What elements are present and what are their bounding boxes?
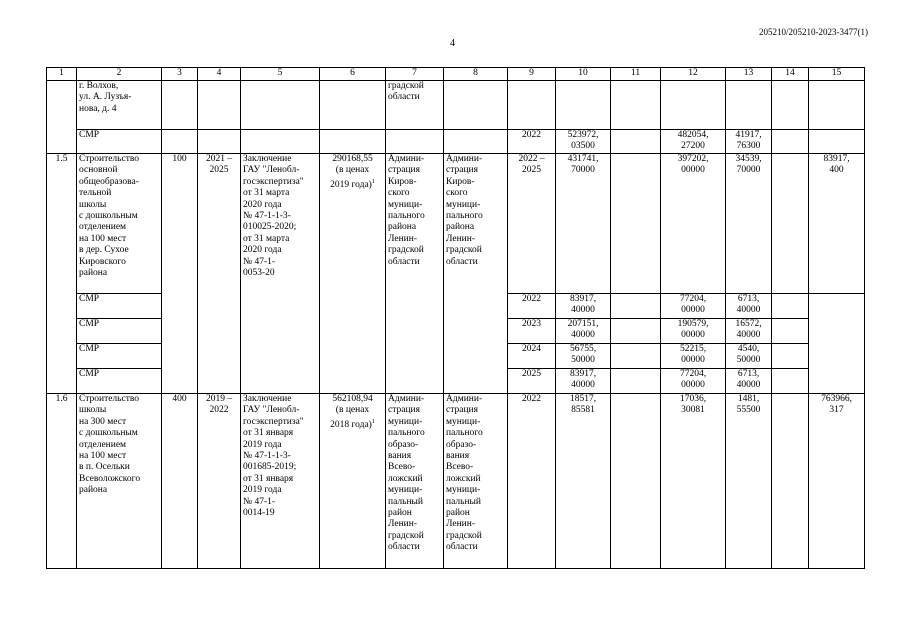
header-cell: 5 xyxy=(241,68,320,81)
header-cell: 1 xyxy=(47,68,77,81)
developer-cell: Админи- страция Киров- ского муници- пального района Ленин- градской области xyxy=(444,154,508,294)
total-cell: 83917, 400 xyxy=(809,154,865,294)
table-cell xyxy=(772,394,809,569)
table-cell xyxy=(772,294,809,319)
amount-cell: 52215, 00000 xyxy=(661,344,726,369)
table-cell xyxy=(556,81,611,130)
table-cell xyxy=(162,81,198,130)
table-row xyxy=(47,154,865,294)
table-row xyxy=(47,344,865,369)
amount-cell: 482054, 27200 xyxy=(661,130,726,154)
table-row xyxy=(47,81,865,130)
table-cell xyxy=(508,81,556,130)
footnote-mark: 1 xyxy=(371,178,375,185)
table-row xyxy=(47,319,865,344)
year-cell: 2022 xyxy=(508,130,556,154)
table-cell xyxy=(444,369,508,394)
table-cell xyxy=(241,130,320,154)
table-cell xyxy=(611,369,661,394)
document-id: 205210/205210-2023-3477(1) xyxy=(759,27,868,37)
amount-cell: 431741, 70000 xyxy=(556,154,611,294)
table-cell xyxy=(198,130,241,154)
customer-cell: градской области xyxy=(386,81,444,130)
table-cell xyxy=(198,319,241,344)
table-cell xyxy=(809,81,865,130)
cost-cell xyxy=(320,154,386,294)
table-cell xyxy=(611,319,661,344)
year-cell: 2023 xyxy=(508,319,556,344)
table-cell xyxy=(772,319,809,344)
table-cell xyxy=(320,294,386,319)
footnote-mark: 1 xyxy=(371,418,375,425)
table-cell xyxy=(444,319,508,344)
table-cell xyxy=(320,130,386,154)
table-cell xyxy=(241,319,320,344)
table-cell xyxy=(241,344,320,369)
table-cell xyxy=(772,344,809,369)
amount-cell: 34539, 70000 xyxy=(726,154,772,294)
developer-cell: Админи- страция муници- пального образо- вания Всево- ложский муници- пальный район Ленин- градской области xyxy=(444,394,508,569)
amount-cell: 41917, 76300 xyxy=(726,130,772,154)
table-cell xyxy=(772,81,809,130)
header-cell: 8 xyxy=(444,68,508,81)
table-cell xyxy=(47,344,77,369)
amount-cell: 18517, 85581 xyxy=(556,394,611,569)
header-cell: 10 xyxy=(556,68,611,81)
table-row xyxy=(47,294,865,319)
table-cell xyxy=(611,81,661,130)
cost-text: 562108,94 (в ценах 2018 года) xyxy=(330,394,373,430)
table-row xyxy=(47,369,865,394)
table-row xyxy=(47,394,865,569)
table-cell xyxy=(386,369,444,394)
year-cell: 2022 – 2025 xyxy=(508,154,556,294)
header-cell: 11 xyxy=(611,68,661,81)
table-cell xyxy=(611,394,661,569)
table-cell xyxy=(198,369,241,394)
object-name-cell: Строительство школы на 300 мест с дошкольным отделением на 100 мест в п. Осельки Всеволожского района xyxy=(77,394,162,569)
table-cell xyxy=(320,319,386,344)
header-row xyxy=(47,68,865,81)
table-cell xyxy=(162,130,198,154)
table-cell xyxy=(726,81,772,130)
header-cell: 3 xyxy=(162,68,198,81)
table-cell xyxy=(444,294,508,319)
table-cell xyxy=(198,344,241,369)
object-name-cell: СМР xyxy=(77,344,162,369)
table-cell xyxy=(47,294,77,319)
header-cell: 9 xyxy=(508,68,556,81)
table-cell xyxy=(386,319,444,344)
amount-cell: 17036, 30081 xyxy=(661,394,726,569)
period-cell: 2021 – 2025 xyxy=(198,154,241,294)
table-cell xyxy=(386,294,444,319)
table-cell xyxy=(162,369,198,394)
amount-cell: 6713, 40000 xyxy=(726,369,772,394)
amount-cell: 397202, 00000 xyxy=(661,154,726,294)
year-cell: 2022 xyxy=(508,394,556,569)
header-cell: 4 xyxy=(198,68,241,81)
amount-cell: 1481, 55500 xyxy=(726,394,772,569)
header-cell: 13 xyxy=(726,68,772,81)
expertise-cell: Заключение ГАУ "Ленобл- госэкспертиза" от 31 января 2019 года № 47-1-1-3- 001685-2019; от 31 января 2019 года № 47-1- 0014-19 xyxy=(241,394,320,569)
table-cell xyxy=(611,130,661,154)
amount-cell: 83917, 40000 xyxy=(556,294,611,319)
cost-text: 290168,55 (в ценах 2019 года) xyxy=(330,154,373,190)
item-number-cell: 1.6 xyxy=(47,394,77,569)
table-cell xyxy=(320,81,386,130)
table-cell xyxy=(241,369,320,394)
table-row xyxy=(47,130,865,154)
table-cell xyxy=(320,344,386,369)
table-cell xyxy=(809,319,865,344)
table-cell xyxy=(809,130,865,154)
header-cell: 14 xyxy=(772,68,809,81)
table-cell xyxy=(162,294,198,319)
table-cell xyxy=(772,130,809,154)
amount-cell: 16572, 40000 xyxy=(726,319,772,344)
item-number-cell: 1.5 xyxy=(47,154,77,294)
table-cell xyxy=(47,319,77,344)
table-cell xyxy=(162,319,198,344)
year-cell: 2022 xyxy=(508,294,556,319)
object-name-cell: Строительство основной общеобразова- тельной школы с дошкольным отделением на 100 мест в дер. Сухое Кировского района xyxy=(77,154,162,294)
table-cell xyxy=(47,130,77,154)
page-number: 4 xyxy=(450,38,455,49)
table-cell xyxy=(241,81,320,130)
table-cell xyxy=(444,130,508,154)
table-cell xyxy=(198,294,241,319)
header-cell: 12 xyxy=(661,68,726,81)
capacity-cell: 100 xyxy=(162,154,198,294)
amount-cell: 83917, 40000 xyxy=(556,369,611,394)
amount-cell: 190579, 00000 xyxy=(661,319,726,344)
table-cell xyxy=(611,294,661,319)
capacity-cell: 400 xyxy=(162,394,198,569)
cost-cell xyxy=(320,394,386,569)
header-cell: 7 xyxy=(386,68,444,81)
table-cell xyxy=(241,294,320,319)
table-cell xyxy=(611,154,661,294)
object-name-cell: СМР xyxy=(77,294,162,319)
amount-cell: 6713, 40000 xyxy=(726,294,772,319)
expertise-cell: Заключение ГАУ "Ленобл- госэкспертиза" от 31 марта 2020 года № 47-1-1-3- 010025-2020; от 31 марта 2020 года № 47-1- 0053-20 xyxy=(241,154,320,294)
amount-cell: 207151, 40000 xyxy=(556,319,611,344)
object-name-cell: СМР xyxy=(77,130,162,154)
table-cell xyxy=(198,81,241,130)
table-cell xyxy=(809,344,865,369)
table-cell xyxy=(772,154,809,294)
table-cell xyxy=(386,130,444,154)
amount-cell: 4540, 50000 xyxy=(726,344,772,369)
header-cell: 6 xyxy=(320,68,386,81)
table-cell xyxy=(47,369,77,394)
amount-cell: 77204, 00000 xyxy=(661,369,726,394)
table-cell xyxy=(809,369,865,394)
table-cell xyxy=(320,369,386,394)
year-cell: 2025 xyxy=(508,369,556,394)
table-cell xyxy=(772,369,809,394)
table-cell xyxy=(661,81,726,130)
object-name-cell: СМР xyxy=(77,319,162,344)
table-cell xyxy=(47,81,77,130)
investment-table xyxy=(46,67,865,569)
table-cell xyxy=(444,81,508,130)
amount-cell: 56755, 50000 xyxy=(556,344,611,369)
table-cell xyxy=(386,344,444,369)
period-cell: 2019 – 2022 xyxy=(198,394,241,569)
header-cell: 15 xyxy=(809,68,865,81)
table-cell xyxy=(444,344,508,369)
header-cell: 2 xyxy=(77,68,162,81)
customer-cell: Админи- страция Киров- ского муници- пального района Ленин- градской области xyxy=(386,154,444,294)
table-cell xyxy=(809,294,865,319)
total-cell: 763966, 317 xyxy=(809,394,865,569)
table-cell xyxy=(162,344,198,369)
amount-cell: 77204, 00000 xyxy=(661,294,726,319)
customer-cell: Админи- страция муници- пального образо- вания Всево- ложский муници- пальный район Ленин- градской области xyxy=(386,394,444,569)
object-name-cell: г. Волхов, ул. А. Лузъя- нова, д. 4 xyxy=(77,81,162,130)
amount-cell: 523972, 03500 xyxy=(556,130,611,154)
table-cell xyxy=(611,344,661,369)
year-cell: 2024 xyxy=(508,344,556,369)
object-name-cell: СМР xyxy=(77,369,162,394)
